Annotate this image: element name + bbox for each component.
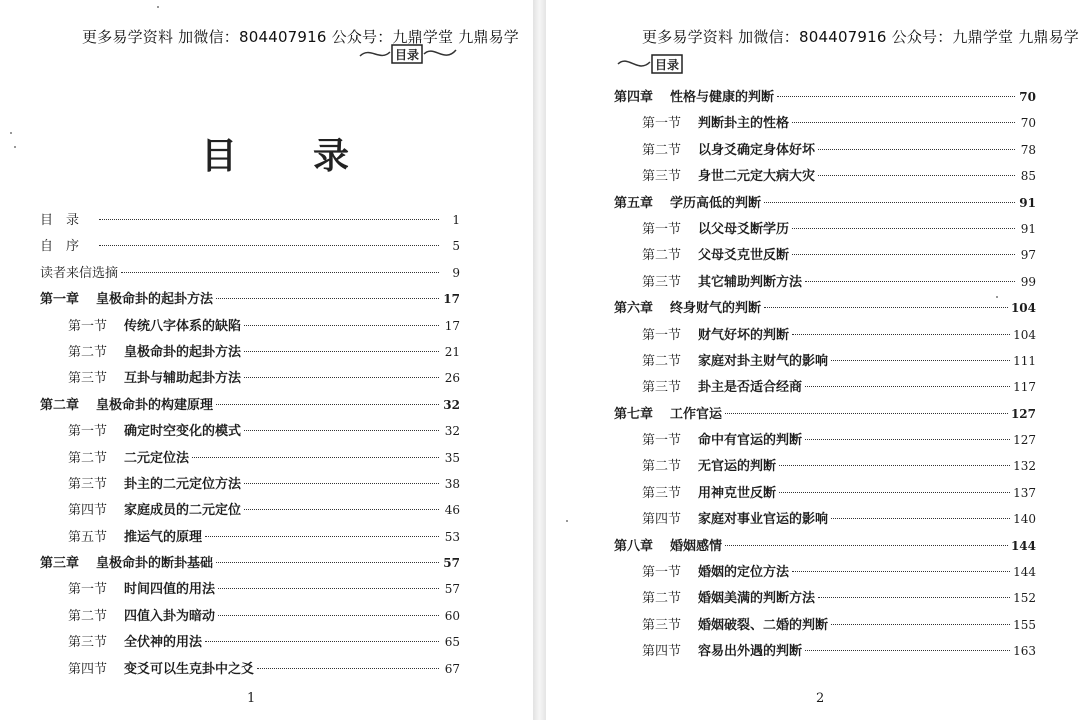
toc-entry-title: 以身爻确定身体好坏 xyxy=(698,142,816,158)
toc-entry-title: 工作官运 xyxy=(670,406,723,422)
dot-leader xyxy=(792,228,1015,229)
toc-entry-page: 65 xyxy=(444,635,460,650)
dot-leader xyxy=(121,272,439,273)
toc-entry-title: 皇极命卦的构建原理 xyxy=(96,397,214,413)
toc-entry-page: 9 xyxy=(452,265,460,280)
toc-entry-title: 家庭对事业官运的影响 xyxy=(698,512,829,528)
dot-leader xyxy=(205,641,439,642)
dot-leader xyxy=(831,360,1010,361)
toc-entry xyxy=(614,559,1036,585)
toc-entry-page: 38 xyxy=(444,476,460,491)
toc-entry-page: 163 xyxy=(1013,644,1036,659)
toc-entry xyxy=(614,506,1036,532)
toc-entry-number: 第二节 xyxy=(68,608,108,624)
toc-entry xyxy=(614,322,1036,348)
dot-leader xyxy=(805,439,1010,440)
toc-entry-title: 全伏神的用法 xyxy=(124,635,203,651)
toc-entry xyxy=(40,260,460,286)
toc-entry-page: 97 xyxy=(1020,248,1036,263)
dot-leader xyxy=(257,668,439,669)
toc-list-right xyxy=(614,84,1036,665)
toc-entry-title: 二元定位法 xyxy=(124,450,190,466)
toc-entry-number: 第六章 xyxy=(614,301,654,317)
toc-entry-title: 身世二元定大病大灾 xyxy=(698,169,816,185)
dot-leader xyxy=(216,562,439,563)
toc-entry-page: 155 xyxy=(1013,617,1036,632)
logo-text: 目录 xyxy=(655,58,680,72)
toc-entry-title: 婚姻感情 xyxy=(670,538,723,554)
toc-entry-number: 第一节 xyxy=(642,433,682,449)
toc-entry xyxy=(614,374,1036,400)
toc-entry xyxy=(40,445,460,471)
dot-leader xyxy=(805,650,1010,651)
page-number: 1 xyxy=(247,691,256,706)
toc-entry-number: 第四节 xyxy=(642,644,682,660)
toc-entry xyxy=(614,269,1036,295)
toc-entry xyxy=(614,216,1036,242)
toc-entry xyxy=(614,242,1036,268)
dot-leader xyxy=(764,307,1008,308)
toc-entry xyxy=(614,585,1036,611)
toc-entry-number: 第一节 xyxy=(68,318,108,334)
toc-entry-page: 111 xyxy=(1013,353,1036,368)
dot-leader xyxy=(218,615,439,616)
toc-entry-page: 5 xyxy=(452,239,460,254)
toc-entry-page: 1 xyxy=(452,213,460,227)
dot-leader xyxy=(777,96,1015,97)
toc-entry-title: 四值入卦为暗动 xyxy=(124,608,216,624)
toc-entry-number: 第二节 xyxy=(642,353,682,369)
toc-entry xyxy=(614,190,1036,216)
toc-entry-page: 99 xyxy=(1020,274,1036,289)
toc-entry-page: 17 xyxy=(444,318,460,333)
toc-entry-title: 家庭成员的二元定位 xyxy=(124,503,242,519)
toc-entry-number: 第五节 xyxy=(68,529,108,545)
toc-entry-page: 17 xyxy=(443,292,460,307)
scan-speck xyxy=(996,296,998,298)
toc-entry-page: 53 xyxy=(444,529,460,544)
dot-leader xyxy=(99,245,439,246)
toc-entry xyxy=(614,612,1036,638)
toc-entry-number: 第一节 xyxy=(642,116,682,132)
toc-entry xyxy=(40,392,460,418)
toc-entry-number: 第一节 xyxy=(68,424,108,440)
toc-entry-page: 117 xyxy=(1013,380,1036,395)
toc-entry-title: 时间四值的用法 xyxy=(124,582,216,598)
scan-speck xyxy=(14,146,16,148)
dot-leader xyxy=(216,404,439,405)
toc-entry-page: 32 xyxy=(444,424,460,439)
toc-entry-number: 自 序 xyxy=(40,239,80,255)
toc-entry xyxy=(40,603,460,629)
toc-entry xyxy=(614,533,1036,559)
toc-entry-title: 父母爻克世反断 xyxy=(698,248,790,264)
left-page xyxy=(0,0,533,720)
toc-entry-number: 第二节 xyxy=(642,459,682,475)
toc-entry-number: 第二章 xyxy=(40,397,80,413)
dot-leader xyxy=(831,518,1010,519)
dot-leader xyxy=(244,325,439,326)
toc-entry-number: 第八章 xyxy=(614,538,654,554)
toc-entry-page: 104 xyxy=(1010,301,1036,316)
toc-entry-page: 35 xyxy=(444,450,460,465)
toc-entry-number: 第三节 xyxy=(642,274,682,290)
toc-entry xyxy=(40,656,460,682)
dot-leader xyxy=(779,465,1010,466)
dot-leader xyxy=(792,122,1015,123)
dot-leader xyxy=(792,571,1010,572)
toc-entry-number: 第三节 xyxy=(68,635,108,651)
toc-entry-number: 第二节 xyxy=(642,142,682,158)
toc-entry-title: 婚姻的定位方法 xyxy=(698,565,790,581)
toc-entry-number: 第三节 xyxy=(642,169,682,185)
toc-entry-page: 67 xyxy=(444,661,460,676)
dot-leader xyxy=(99,219,439,220)
toc-entry xyxy=(614,110,1036,136)
toc-entry-title: 卦主的二元定位方法 xyxy=(124,476,242,492)
toc-entry-page: 21 xyxy=(444,344,460,359)
toc-entry xyxy=(614,137,1036,163)
toc-entry-page: 144 xyxy=(1013,565,1036,580)
dot-leader xyxy=(818,597,1010,598)
dot-leader xyxy=(218,588,439,589)
toc-entry-number: 第二节 xyxy=(642,591,682,607)
toc-entry-title: 其它辅助判断方法 xyxy=(698,274,803,290)
toc-entry-number: 第七章 xyxy=(614,406,654,422)
toc-entry-title: 财气好坏的判断 xyxy=(698,327,790,343)
toc-entry-number: 第四章 xyxy=(614,90,654,105)
toc-entry-number: 第二节 xyxy=(642,248,682,264)
toc-entry xyxy=(40,207,460,233)
toc-list-left xyxy=(40,207,460,682)
toc-entry-page: 91 xyxy=(1019,195,1036,210)
toc-entry-title: 婚姻破裂、二婚的判断 xyxy=(698,617,829,633)
dot-leader xyxy=(764,202,1015,203)
toc-entry-page: 57 xyxy=(444,582,460,597)
dot-leader xyxy=(805,281,1015,282)
toc-entry-number: 第五章 xyxy=(614,195,654,211)
toc-entry-number: 第一节 xyxy=(68,582,108,598)
dot-leader xyxy=(205,536,439,537)
watermark-header: 更多易学资料 加微信：804407916 公众号：九鼎学堂 九鼎易学 xyxy=(82,28,519,46)
toc-entry-page: 85 xyxy=(1020,169,1036,184)
dot-leader xyxy=(831,624,1010,625)
ornament-logo xyxy=(616,52,716,76)
toc-entry-page: 70 xyxy=(1020,116,1036,131)
scan-speck xyxy=(10,132,12,134)
toc-entry xyxy=(40,339,460,365)
toc-entry xyxy=(614,401,1036,427)
toc-entry xyxy=(40,550,460,576)
toc-entry xyxy=(614,348,1036,374)
toc-entry xyxy=(614,453,1036,479)
dot-leader xyxy=(805,386,1010,387)
dot-leader xyxy=(244,430,439,431)
toc-entry-page: 32 xyxy=(443,397,460,412)
dot-leader xyxy=(818,175,1015,176)
dot-leader xyxy=(192,457,439,458)
toc-entry-title: 容易出外遇的判断 xyxy=(698,644,803,660)
toc-entry xyxy=(614,427,1036,453)
toc-entry-number: 第一章 xyxy=(40,292,80,308)
toc-entry-number: 第二节 xyxy=(68,344,108,360)
scan-speck xyxy=(157,6,159,8)
toc-entry-page: 91 xyxy=(1020,221,1036,236)
toc-entry-title: 学历高低的判断 xyxy=(670,195,762,211)
toc-entry xyxy=(40,576,460,602)
toc-entry-page: 78 xyxy=(1020,142,1036,157)
toc-entry-title: 家庭对卦主财气的影响 xyxy=(698,353,829,369)
page-number: 2 xyxy=(816,691,825,706)
toc-entry-page: 127 xyxy=(1010,406,1036,421)
toc-entry-page: 70 xyxy=(1019,90,1036,104)
dot-leader xyxy=(792,334,1010,335)
logo-text: 目录 xyxy=(395,48,420,62)
right-page xyxy=(546,0,1082,720)
toc-entry xyxy=(40,233,460,259)
page-title: 目 录 xyxy=(201,135,370,177)
toc-entry-title: 以父母爻断学历 xyxy=(698,221,790,237)
dot-leader xyxy=(779,492,1010,493)
toc-entry xyxy=(40,365,460,391)
dot-leader xyxy=(244,483,439,484)
toc-entry-title: 性格与健康的判断 xyxy=(670,90,775,105)
toc-entry-number: 第四节 xyxy=(68,503,108,519)
toc-entry xyxy=(40,286,460,312)
toc-entry-title: 无官运的判断 xyxy=(698,459,777,475)
toc-entry-page: 132 xyxy=(1013,459,1036,474)
toc-entry xyxy=(40,629,460,655)
toc-entry-number: 读者来信选摘 xyxy=(40,265,119,281)
toc-entry-number: 第四节 xyxy=(642,512,682,528)
toc-entry-page: 60 xyxy=(444,608,460,623)
dot-leader xyxy=(244,509,439,510)
toc-entry xyxy=(614,480,1036,506)
toc-entry-title: 确定时空变化的模式 xyxy=(124,424,242,440)
toc-entry-number: 第一节 xyxy=(642,221,682,237)
dot-leader xyxy=(725,545,1008,546)
toc-entry-number: 第三节 xyxy=(68,476,108,492)
toc-entry-title: 皇极命卦的起卦方法 xyxy=(96,292,214,308)
toc-entry-number: 第一节 xyxy=(642,327,682,343)
toc-entry-page: 137 xyxy=(1013,485,1036,500)
toc-entry xyxy=(614,163,1036,189)
toc-entry-title: 命中有官运的判断 xyxy=(698,433,803,449)
toc-entry xyxy=(614,84,1036,110)
toc-entry-number: 第一节 xyxy=(642,565,682,581)
toc-entry-page: 46 xyxy=(444,503,460,518)
toc-entry-number: 第三节 xyxy=(642,380,682,396)
toc-entry xyxy=(40,497,460,523)
toc-entry-page: 127 xyxy=(1013,433,1036,448)
toc-entry xyxy=(614,295,1036,321)
toc-entry-page: 144 xyxy=(1010,538,1036,553)
toc-entry-title: 用神克世反断 xyxy=(698,485,777,501)
toc-entry-page: 152 xyxy=(1013,591,1036,606)
toc-entry xyxy=(40,471,460,497)
watermark-header: 更多易学资料 加微信：804407916 公众号：九鼎学堂 九鼎易学 xyxy=(642,28,1079,46)
dot-leader xyxy=(244,377,439,378)
toc-entry-title: 传统八字体系的缺陷 xyxy=(124,318,242,334)
dot-leader xyxy=(216,298,439,299)
toc-entry-number: 第三节 xyxy=(68,371,108,387)
toc-entry-number: 第三章 xyxy=(40,556,80,572)
toc-entry-title: 互卦与辅助起卦方法 xyxy=(124,371,242,387)
toc-entry-number: 第三节 xyxy=(642,485,682,501)
toc-entry-page: 140 xyxy=(1013,512,1036,527)
toc-entry xyxy=(614,638,1036,664)
toc-entry xyxy=(40,418,460,444)
toc-entry-title: 婚姻美满的判断方法 xyxy=(698,591,816,607)
toc-entry-page: 104 xyxy=(1013,327,1036,342)
toc-entry-number: 第四节 xyxy=(68,661,108,677)
dot-leader xyxy=(792,254,1015,255)
toc-entry-title: 判断卦主的性格 xyxy=(698,116,790,132)
dot-leader xyxy=(818,149,1015,150)
toc-entry-title: 终身财气的判断 xyxy=(670,301,762,317)
toc-entry xyxy=(40,313,460,339)
dot-leader xyxy=(244,351,439,352)
dot-leader xyxy=(725,413,1008,414)
toc-entry-title: 皇极命卦的起卦方法 xyxy=(124,344,242,360)
book-gutter xyxy=(533,0,546,720)
toc-entry-number: 第三节 xyxy=(642,617,682,633)
toc-entry-page: 57 xyxy=(443,556,460,571)
scan-speck xyxy=(566,520,568,522)
toc-entry-page: 26 xyxy=(444,371,460,386)
toc-entry-title: 卦主是否适合经商 xyxy=(698,380,803,396)
toc-entry-title: 推运气的原理 xyxy=(124,529,203,545)
ornament-logo xyxy=(358,42,458,66)
toc-entry-title: 变爻可以生克卦中之爻 xyxy=(124,661,255,677)
toc-entry xyxy=(40,524,460,550)
toc-entry-number: 第二节 xyxy=(68,450,108,466)
toc-entry-number: 目 录 xyxy=(40,213,80,228)
toc-entry-title: 皇极命卦的断卦基础 xyxy=(96,556,214,572)
